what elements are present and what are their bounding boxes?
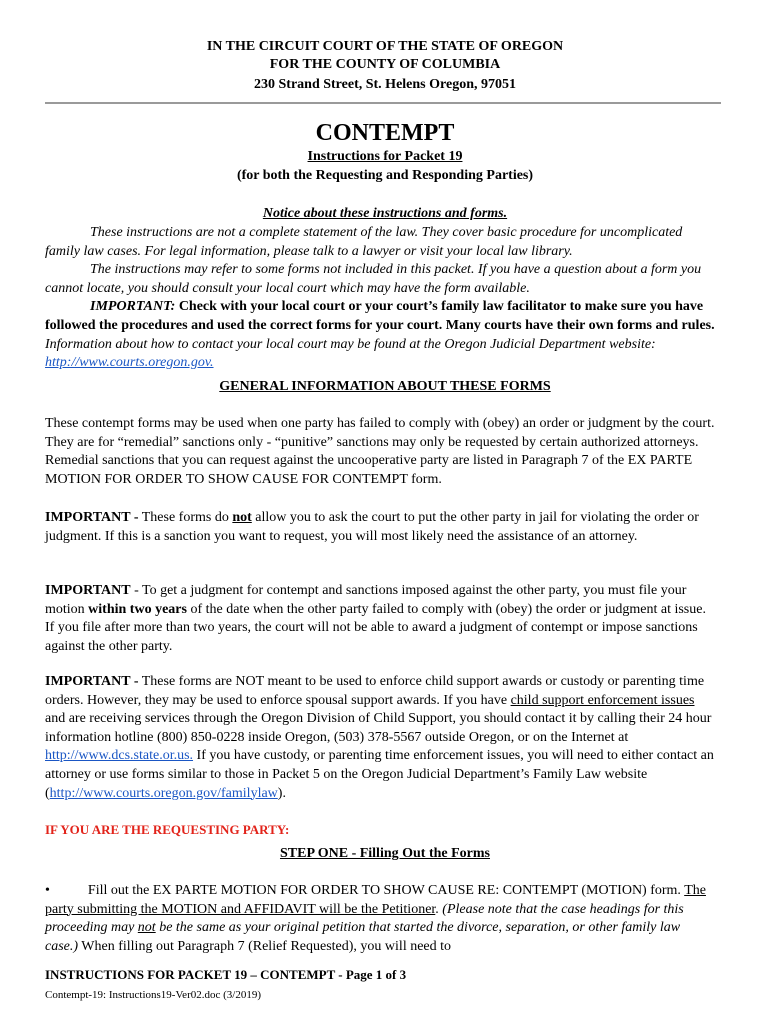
court-name-line1: IN THE CIRCUIT COURT OF THE STATE OF OREGON [206,39,564,54]
notice-important-text: Check with your local court or your court’s family law facilitator to make sure you have followed the procedures and used the correct forms for your court. Many courts have their own forms and rules. [45,299,715,333]
general-para-1 [45,415,715,489]
bullet-text-b: When filling out Paragraph 7 (Relief Requested), you will need to [81,938,452,954]
important-2-block [45,582,715,656]
bullet-italic-2: be the same as your original petition that started the divorce, separation, or other family law case.) [45,920,681,954]
important-3-label: IMPORTANT - [45,674,139,689]
important-1-label: IMPORTANT - [45,510,139,525]
bullet-text-a: Fill out the EX PARTE MOTION FOR ORDER TO SHOW CAUSE RE: CONTEMPT (MOTION) form. [87,883,681,898]
footer-title: INSTRUCTIONS FOR PACKET 19 – CONTEMPT - Page 1 of 3 [45,967,407,982]
document-title: CONTEMPT [315,120,455,146]
important-3-text-a: These forms are NOT meant to be used to enforce child support awards or custody or parenting time orders. However, they may be used to enforce spousal support awards. If you have [45,674,705,708]
general-paragraph-1: These contempt forms may be used when one party has failed to comply with (obey) an order or judgment by the court. They are for “remedial” sanctions only - “punitive” sanctions may only be requested by certain authorized attorneys. Remedial sanctions that you can request against the uncooperative party are listed in Paragraph 7 of the EX PARTE MOTION FOR ORDER TO SHOW CAUSE FOR CONTEMPT form. [45,416,715,487]
important-2-label: IMPORTANT [45,583,131,598]
notice-heading: Notice about these instructions and forms. [262,206,508,221]
notice-important-label: IMPORTANT: [90,299,176,315]
document-subtitle2: (for both the Requesting and Responding Parties) [236,168,534,183]
important-1-block [45,509,715,546]
bullet-marker: • [45,883,50,898]
important-paragraph-3 [45,673,715,803]
notice-paragraph-2: The instructions may refer to some forms not included in this packet. If you have a question about a form you cannot locate, you should consult your local court which may have the form available. [45,262,702,296]
courts-website-link[interactable]: http://www.courts.oregon.gov. [45,355,214,371]
important-2-text-b: of the date when the other party failed to comply with (obey) the order or judgment at issue. If you file after more than two years, the court will not be able to award a judgment of contempt or impose sanctions against the other party. [45,601,706,654]
important-1-not: not [232,510,252,525]
footer-version: Contempt-19: Instructions19-Ver02.doc (3/2019) [45,989,261,1001]
notice-important-paragraph [45,298,715,372]
important-paragraph-1 [45,509,715,546]
step-one-bullet-text: • Fill out the EX PARTE MOTION FOR ORDER TO SHOW CAUSE RE: CONTEMPT (MOTION) form. The party submitting the MOTION and AFFIDAVIT will be the Petitioner. (Please note that the case headings for this proceeding may not be the same as your original petition that started the divorce, separation, or other family law case.) When filling out Paragraph 7 (Relief Requested), you will need to [45,883,706,954]
step-one-heading: STEP ONE - Filling Out the Forms [279,846,490,861]
important-paragraph-2 [45,582,715,656]
notice-section [45,224,715,373]
important-2-bold: within two years [88,601,187,617]
important-2-text-a: - To get a judgment for contempt and sanctions imposed against the other party, you must file your motion [45,583,687,617]
dcs-website-link[interactable]: http://www.dcs.state.or.us. [45,748,194,764]
bullet-petitioner-note: The party submitting the MOTION and AFFIDAVIT will be the Petitioner [45,883,706,917]
court-address: 230 Strand Street, St. Helens Oregon, 97051 [254,77,516,92]
notice-paragraph-1: These instructions are not a complete statement of the law. They cover basic procedure for uncomplicated family law cases. For legal information, please talk to a lawyer or visit your local law library. [45,225,683,259]
familylaw-website-link[interactable]: http://www.courts.oregon.gov/familylaw [49,785,278,801]
document-subtitle: Instructions for Packet 19 [307,149,463,164]
important-1-text-a: These forms do [141,510,229,525]
important-3-block [45,673,715,803]
step-one-bullet [45,882,715,956]
court-name-line2: FOR THE COUNTY OF COLUMBIA [269,57,501,72]
important-3-underline: child support enforcement issues [510,692,695,708]
bullet-italic-not: not [137,920,156,936]
bullet-italic-1: (Please note that the case headings for this proceeding may [45,901,684,936]
important-1-text-b: allow you to ask the court to put the other party in jail for violating the order or judgment. If this is a sanction you want to request, you will most likely need the assistance of an attorney. [45,510,699,544]
requesting-party-heading: IF YOU ARE THE REQUESTING PARTY: [45,822,290,837]
important-3-text-b: and are receiving services through the Oregon Division of Child Support, you should contact it by calling their 24 hour information hotline (800) 850-0228 inside Oregon, (503) 378-5567 outside Oregon, or on the Internet at [45,711,712,745]
header-divider [45,102,721,104]
important-3-text-d: ). [277,785,286,801]
notice-contact-info: Information about how to contact your local court may be found at the Oregon Judicial Department website: [45,336,656,352]
general-info-heading: GENERAL INFORMATION ABOUT THESE FORMS [219,379,551,394]
important-3-text-c: If you have custody, or parenting time enforcement issues, you will need to either contact an attorney or use forms similar to those in Packet 5 on the Oregon Judicial Department’s Family Law website ( [45,748,714,801]
